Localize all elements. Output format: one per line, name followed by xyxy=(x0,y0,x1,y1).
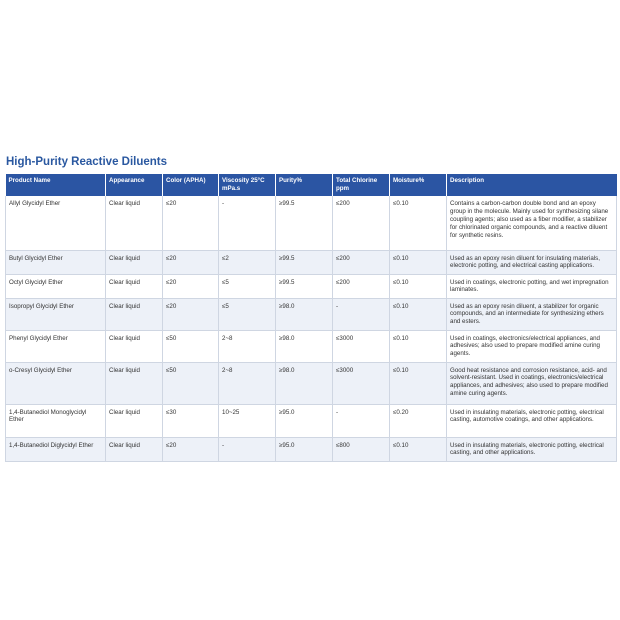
cell-moisture: ≤0.10 xyxy=(390,330,447,362)
header-description: Description xyxy=(447,174,617,196)
cell-moisture: ≤0.10 xyxy=(390,298,447,330)
cell-purity: ≥99.5 xyxy=(276,250,333,274)
table-row xyxy=(6,404,617,437)
table-row xyxy=(6,298,617,330)
cell-color: ≤20 xyxy=(163,298,219,330)
cell-viscosity: 10~25 xyxy=(219,404,276,437)
cell-purity: ≥95.0 xyxy=(276,404,333,437)
cell-product-name: Butyl Glycidyl Ether xyxy=(6,250,106,274)
cell-color: ≤20 xyxy=(163,437,219,461)
diluents-table xyxy=(5,174,617,462)
header-color: Color (APHA) xyxy=(163,174,219,196)
cell-viscosity: ≤5 xyxy=(219,298,276,330)
table-row xyxy=(6,330,617,362)
cell-viscosity: 2~8 xyxy=(219,362,276,404)
cell-description: Good heat resistance and corrosion resistance, acid- and solvent-resistant. Used in coatings, electronics/electrical appliances, and adhesives; also used to prepare modified amine curing agents. xyxy=(447,362,617,404)
cell-description: Used in insulating materials, electronic potting, electrical casting, and other applications. xyxy=(447,437,617,461)
header-viscosity: Viscosity 25°C mPa.s xyxy=(219,174,276,196)
cell-total-chlorine: ≤200 xyxy=(333,250,390,274)
cell-purity: ≥99.5 xyxy=(276,196,333,250)
cell-product-name: o-Cresyl Glycidyl Ether xyxy=(6,362,106,404)
cell-total-chlorine: ≤200 xyxy=(333,274,390,298)
cell-moisture: ≤0.10 xyxy=(390,437,447,461)
cell-appearance: Clear liquid xyxy=(106,196,163,250)
cell-total-chlorine: - xyxy=(333,404,390,437)
cell-viscosity: - xyxy=(219,437,276,461)
cell-viscosity: ≤2 xyxy=(219,250,276,274)
cell-product-name: Octyl Glycidyl Ether xyxy=(6,274,106,298)
cell-color: ≤20 xyxy=(163,250,219,274)
cell-color: ≤30 xyxy=(163,404,219,437)
cell-purity: ≥98.0 xyxy=(276,362,333,404)
table-header-row xyxy=(6,174,617,196)
cell-product-name: 1,4-Butanediol Monoglycidyl Ether xyxy=(6,404,106,437)
cell-appearance: Clear liquid xyxy=(106,330,163,362)
cell-moisture: ≤0.10 xyxy=(390,250,447,274)
table-row xyxy=(6,274,617,298)
header-purity: Purity% xyxy=(276,174,333,196)
cell-appearance: Clear liquid xyxy=(106,274,163,298)
table-row xyxy=(6,362,617,404)
table-row xyxy=(6,437,617,461)
cell-appearance: Clear liquid xyxy=(106,362,163,404)
cell-product-name: Isopropyl Glycidyl Ether xyxy=(6,298,106,330)
cell-purity: ≥95.0 xyxy=(276,437,333,461)
cell-color: ≤50 xyxy=(163,330,219,362)
header-total-chlorine: Total Chlorine ppm xyxy=(333,174,390,196)
cell-total-chlorine: ≤200 xyxy=(333,196,390,250)
cell-total-chlorine: ≤800 xyxy=(333,437,390,461)
cell-moisture: ≤0.10 xyxy=(390,274,447,298)
header-product-name: Product Name xyxy=(6,174,106,196)
page-title: High-Purity Reactive Diluents xyxy=(6,156,168,168)
cell-appearance: Clear liquid xyxy=(106,250,163,274)
cell-total-chlorine: - xyxy=(333,298,390,330)
cell-description: Used in insulating materials, electronic potting, electrical casting, automotive coatings, and other applications. xyxy=(447,404,617,437)
cell-purity: ≥99.5 xyxy=(276,274,333,298)
cell-viscosity: - xyxy=(219,196,276,250)
cell-viscosity: 2~8 xyxy=(219,330,276,362)
cell-moisture: ≤0.20 xyxy=(390,404,447,437)
cell-description: Contains a carbon-carbon double bond and an epoxy group in the molecule. Mainly used for synthesizing silane coupling agents; also used as a fiber modifier, a stabilizer for chlorinated organic compounds, and a reactive diluent for synthetic resins. xyxy=(447,196,617,250)
cell-description: Used in coatings, electronic potting, and wet impregnation laminates. xyxy=(447,274,617,298)
cell-description: Used as an epoxy resin diluent for insulating materials, electronic potting, and electrical casting applications. xyxy=(447,250,617,274)
table-row xyxy=(6,250,617,274)
cell-product-name: Phenyl Glycidyl Ether xyxy=(6,330,106,362)
cell-purity: ≥98.0 xyxy=(276,298,333,330)
cell-color: ≤20 xyxy=(163,274,219,298)
cell-product-name: 1,4-Butanediol Diglycidyl Ether xyxy=(6,437,106,461)
cell-total-chlorine: ≤3000 xyxy=(333,362,390,404)
table-row xyxy=(6,196,617,250)
cell-moisture: ≤0.10 xyxy=(390,362,447,404)
cell-description: Used in coatings, electronics/electrical appliances, and adhesives; also used to prepare modified amine curing agents. xyxy=(447,330,617,362)
cell-product-name: Allyl Glycidyl Ether xyxy=(6,196,106,250)
cell-purity: ≥98.0 xyxy=(276,330,333,362)
cell-viscosity: ≤5 xyxy=(219,274,276,298)
cell-appearance: Clear liquid xyxy=(106,298,163,330)
cell-appearance: Clear liquid xyxy=(106,404,163,437)
cell-appearance: Clear liquid xyxy=(106,437,163,461)
cell-description: Used as an epoxy resin diluent, a stabilizer for organic compounds, and an intermediate for synthesizing ethers and esters. xyxy=(447,298,617,330)
cell-color: ≤50 xyxy=(163,362,219,404)
header-moisture: Moisture% xyxy=(390,174,447,196)
cell-total-chlorine: ≤3000 xyxy=(333,330,390,362)
header-appearance: Appearance xyxy=(106,174,163,196)
cell-color: ≤20 xyxy=(163,196,219,250)
cell-moisture: ≤0.10 xyxy=(390,196,447,250)
